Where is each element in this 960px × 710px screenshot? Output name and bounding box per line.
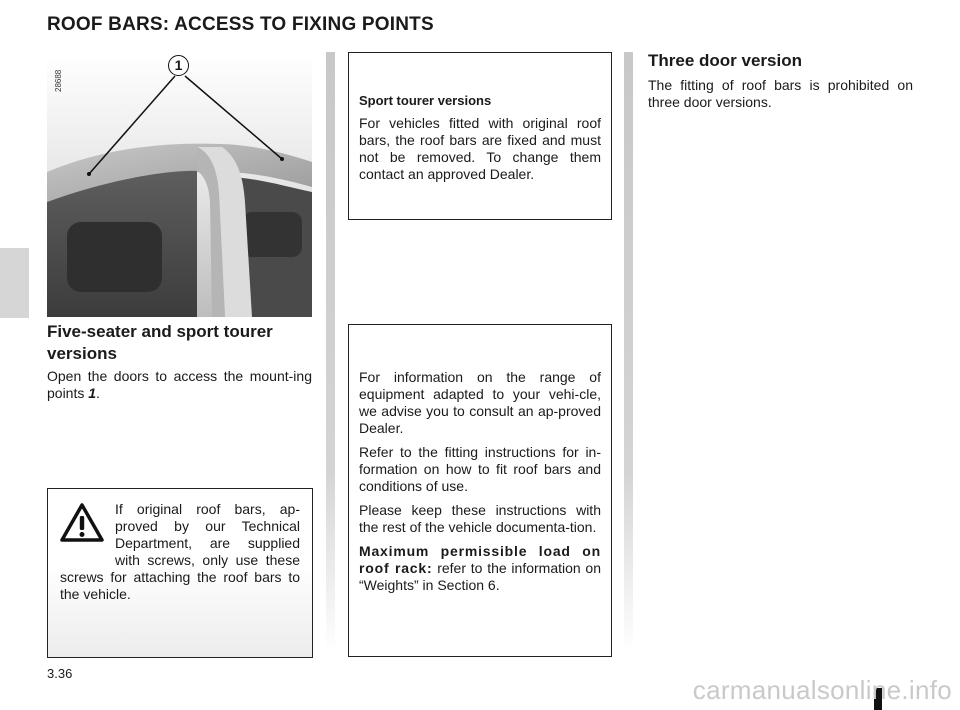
column-divider-left — [326, 52, 335, 652]
five-seater-heading: Five-seater and sport tourer versions — [47, 322, 273, 363]
warning-text-block — [60, 501, 300, 603]
roof-fixing-photo — [47, 52, 312, 317]
photo-reference-code: 28688 — [54, 69, 63, 92]
car-door-illustration — [47, 52, 312, 317]
watermark: carmanualsonline.info — [692, 675, 952, 705]
section-side-tab — [0, 248, 29, 318]
three-door-heading: Three door version — [648, 51, 802, 70]
info-paragraph-4 — [359, 543, 601, 594]
info-box — [348, 324, 612, 657]
info-paragraph-3: Please keep these instructions with the rest of the vehicle documenta-tion. — [359, 502, 601, 535]
max-load-label: Maximum permissible load on roof rack: — [359, 543, 601, 576]
three-door-text: The fitting of roof bars is prohibited on three door versions. — [648, 77, 913, 110]
info-paragraph-2: Refer to the fitting instructions for in-formation on how to fit roof bars and conditions of use. — [359, 444, 601, 494]
five-seater-body-text: Open the doors to access the mount-ing points — [47, 368, 312, 401]
sport-tourer-heading: Sport tourer versions — [359, 93, 492, 108]
sport-tourer-text: For vehicles fitted with original roof bars, the roof bars are fixed and must not be removed. To change them contact an approved Dealer. — [359, 115, 601, 182]
page-number: 3.36 — [47, 666, 73, 681]
page-title: ROOF BARS: ACCESS TO FIXING POINTS — [47, 14, 434, 35]
max-load-text: refer to the information on “Weights” in Section 6. — [359, 560, 602, 593]
info-paragraph-1: For information on the range of equipment adapted to your vehi-cle, we advise you to consult an ap-proved Dealer. — [359, 369, 601, 436]
mounting-point-ref: 1 — [88, 385, 97, 401]
sport-tourer-box — [348, 52, 612, 220]
warning-box — [47, 488, 313, 658]
warning-text: If original roof bars, ap-proved by our Technical Department, are supplied with screws, only use these screws for attaching the roof bars to the vehicle. — [60, 501, 300, 602]
column-divider-right — [624, 52, 633, 652]
five-seater-body — [47, 368, 312, 402]
five-seater-body-end: . — [96, 385, 100, 401]
callout-marker: 1 — [168, 55, 189, 76]
